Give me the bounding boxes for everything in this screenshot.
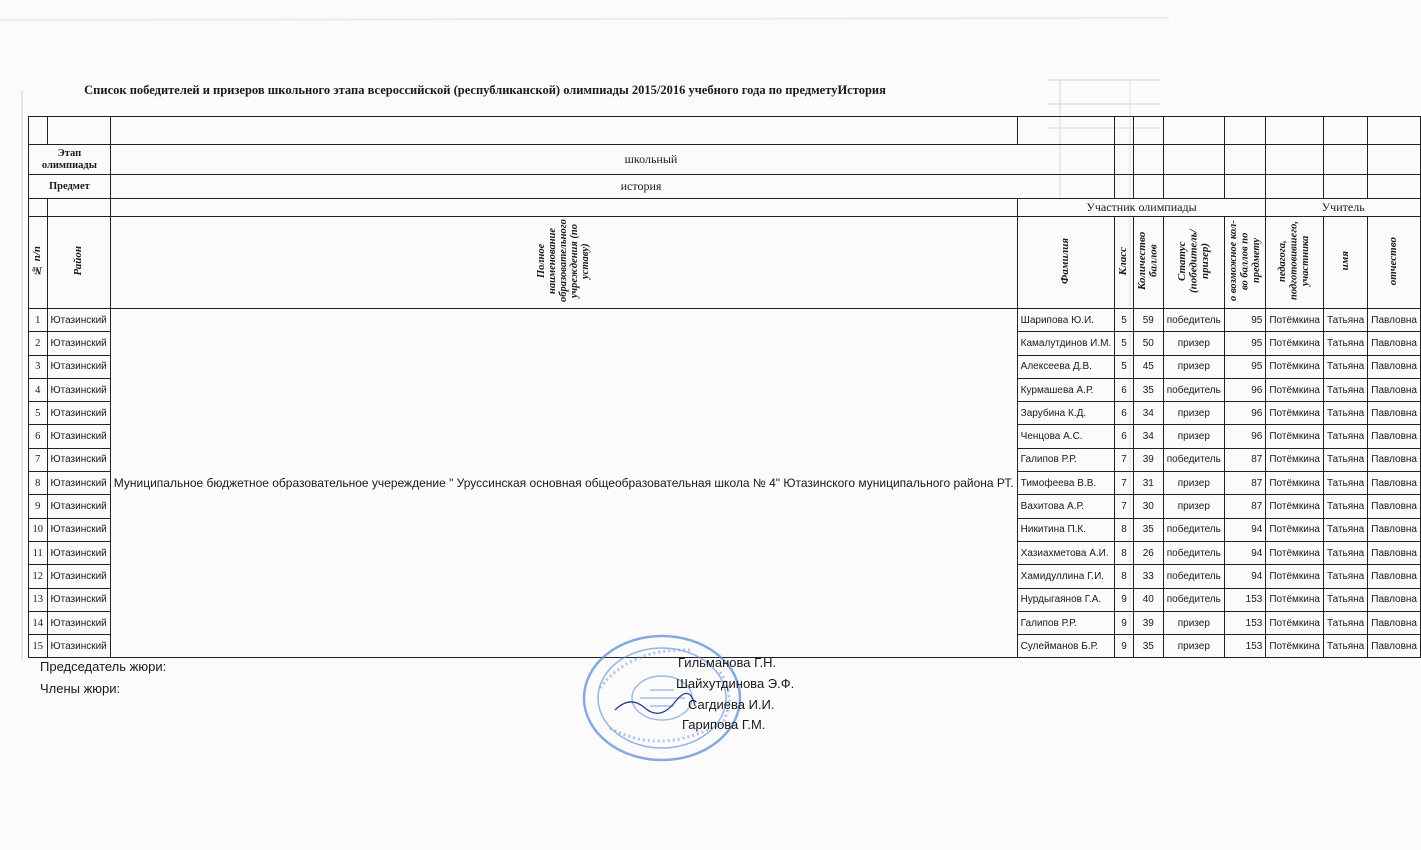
district-cell: Ютазинский (47, 309, 110, 332)
status-cell: призер (1163, 472, 1224, 495)
surname-cell: Камалутдинов И.М. (1017, 332, 1115, 355)
teacher-middle-name-cell: Павловна (1368, 588, 1421, 611)
signature (610, 690, 700, 720)
col-header-institution: Полное наименование образовательного учреждения (по уставу) (536, 219, 592, 303)
row-number: 7 (29, 448, 48, 471)
grade-cell: 6 (1115, 378, 1134, 401)
surname-cell: Вахитова А.Р. (1017, 495, 1115, 518)
teacher-middle-name-cell: Павловна (1368, 611, 1421, 634)
district-cell: Ютазинский (47, 588, 110, 611)
teacher-first-name-cell: Татьяна (1323, 309, 1367, 332)
district-cell: Ютазинский (47, 448, 110, 471)
max-score-cell: 153 (1224, 635, 1266, 658)
district-cell: Ютазинский (47, 565, 110, 588)
teacher-surname-cell: Потёмкина (1266, 588, 1324, 611)
row-number: 10 (29, 518, 48, 541)
jury-member-1: Шайхутдинова Э.Ф. (676, 676, 795, 691)
max-score-cell: 95 (1224, 355, 1266, 378)
teacher-surname-cell: Потёмкина (1266, 378, 1324, 401)
status-cell: победитель (1163, 378, 1224, 401)
score-cell: 39 (1133, 448, 1163, 471)
status-cell: победитель (1163, 518, 1224, 541)
teacher-middle-name-cell: Павловна (1368, 541, 1421, 564)
surname-cell: Шарипова Ю.И. (1017, 309, 1115, 332)
teacher-first-name-cell: Татьяна (1323, 565, 1367, 588)
grade-cell: 8 (1115, 518, 1134, 541)
max-score-cell: 96 (1224, 402, 1266, 425)
teacher-middle-name-cell: Павловна (1368, 635, 1421, 658)
surname-cell: Нурдыгаянов Г.А. (1017, 588, 1115, 611)
surname-cell: Тимофеева В.В. (1017, 472, 1115, 495)
jury-chair-name: Гильманова Г.Н. (678, 655, 777, 670)
col-header-surname: Фамилия (1059, 238, 1072, 284)
score-cell: 30 (1133, 495, 1163, 518)
score-cell: 34 (1133, 402, 1163, 425)
district-cell: Ютазинский (47, 332, 110, 355)
district-cell: Ютазинский (47, 402, 110, 425)
teacher-first-name-cell: Татьяна (1323, 472, 1367, 495)
grade-cell: 9 (1115, 588, 1134, 611)
district-cell: Ютазинский (47, 611, 110, 634)
status-cell: победитель (1163, 588, 1224, 611)
teacher-first-name-cell: Татьяна (1323, 518, 1367, 541)
teacher-surname-cell: Потёмкина (1266, 541, 1324, 564)
row-number: 1 (29, 309, 48, 332)
grade-cell: 6 (1115, 402, 1134, 425)
institution-cell: Муниципальное бюджетное образовательное учереждение " Уруссинская основная общеобразовательная школа № 4" Ютазинского муниципального района РТ. (110, 309, 1017, 658)
subject-value: история (110, 175, 1114, 199)
teacher-first-name-cell: Татьяна (1323, 425, 1367, 448)
district-cell: Ютазинский (47, 355, 110, 378)
score-cell: 31 (1133, 472, 1163, 495)
teacher-first-name-cell: Татьяна (1323, 495, 1367, 518)
grade-cell: 9 (1115, 611, 1134, 634)
surname-cell: Хамидуллина Г.И. (1017, 565, 1115, 588)
teacher-middle-name-cell: Павловна (1368, 309, 1421, 332)
surname-cell: Зарубина К.Д. (1017, 402, 1115, 425)
row-number: 5 (29, 402, 48, 425)
status-cell: победитель (1163, 309, 1224, 332)
max-score-cell: 87 (1224, 495, 1266, 518)
teacher-first-name-cell: Татьяна (1323, 611, 1367, 634)
teacher-middle-name-cell: Павловна (1368, 378, 1421, 401)
status-cell: призер (1163, 332, 1224, 355)
row-number: 9 (29, 495, 48, 518)
row-number: 6 (29, 425, 48, 448)
column-header-row (29, 217, 1421, 309)
grade-cell: 5 (1115, 355, 1134, 378)
status-cell: победитель (1163, 541, 1224, 564)
teacher-first-name-cell: Татьяна (1323, 378, 1367, 401)
grade-cell: 7 (1115, 495, 1134, 518)
row-number: 14 (29, 611, 48, 634)
jury-chair-label: Председатель жюри: (40, 659, 167, 674)
max-score-cell: 153 (1224, 588, 1266, 611)
teacher-first-name-cell: Татьяна (1323, 332, 1367, 355)
score-cell: 35 (1133, 378, 1163, 401)
score-cell: 33 (1133, 565, 1163, 588)
col-header-number: № п/п (31, 245, 43, 277)
teacher-first-name-cell: Татьяна (1323, 541, 1367, 564)
stage-row (29, 145, 1421, 175)
teacher-surname-cell: Потёмкина (1266, 565, 1324, 588)
teacher-middle-name-cell: Павловна (1368, 402, 1421, 425)
teacher-surname-cell: Потёмкина (1266, 448, 1324, 471)
score-cell: 45 (1133, 355, 1163, 378)
max-score-cell: 94 (1224, 518, 1266, 541)
score-cell: 59 (1133, 309, 1163, 332)
max-score-cell: 95 (1224, 309, 1266, 332)
max-score-cell: 94 (1224, 565, 1266, 588)
teacher-surname-cell: Потёмкина (1266, 402, 1324, 425)
col-header-district: Район (71, 246, 84, 276)
row-number: 11 (29, 541, 48, 564)
grade-cell: 8 (1115, 541, 1134, 564)
district-cell: Ютазинский (47, 635, 110, 658)
status-cell: победитель (1163, 448, 1224, 471)
page-title: Список победителей и призеров школьного этапа всероссийской (республиканской) олимпиады 2015/2016 учебного года по предметуИстория (84, 83, 886, 97)
teacher-middle-name-cell: Павловна (1368, 518, 1421, 541)
surname-cell: Ченцова А.С. (1017, 425, 1115, 448)
table-body (29, 309, 1421, 658)
subject-label: Предмет (29, 175, 111, 199)
teacher-middle-name-cell: Павловна (1368, 332, 1421, 355)
stage-label: Этап олимпиады (29, 145, 111, 175)
row-number: 4 (29, 378, 48, 401)
teacher-surname-cell: Потёмкина (1266, 355, 1324, 378)
teacher-surname-cell: Потёмкина (1266, 635, 1324, 658)
jury-member-3: Гарипова Г.М. (682, 717, 766, 732)
status-cell: победитель (1163, 565, 1224, 588)
row-number: 13 (29, 588, 48, 611)
max-score-cell: 87 (1224, 448, 1266, 471)
grade-cell: 9 (1115, 635, 1134, 658)
score-cell: 35 (1133, 518, 1163, 541)
surname-cell: Алексеева Д.В. (1017, 355, 1115, 378)
district-cell: Ютазинский (47, 425, 110, 448)
jury-members-label: Члены жюри: (40, 681, 121, 696)
surname-cell: Курмашева А.Р. (1017, 378, 1115, 401)
score-cell: 34 (1133, 425, 1163, 448)
max-score-cell: 95 (1224, 332, 1266, 355)
teacher-middle-name-cell: Павловна (1368, 495, 1421, 518)
teacher-first-name-cell: Татьяна (1323, 635, 1367, 658)
jury-member-2: Сагдиева И.И. (688, 697, 775, 712)
winners-table (28, 116, 1421, 658)
score-cell: 26 (1133, 541, 1163, 564)
teacher-surname-cell: Потёмкина (1266, 309, 1324, 332)
col-header-teacher-first-name: имя (1338, 251, 1351, 271)
surname-cell: Никитина П.К. (1017, 518, 1115, 541)
surname-cell: Галипов Р.Р. (1017, 448, 1115, 471)
teacher-surname-cell: Потёмкина (1266, 495, 1324, 518)
col-header-teacher-surname: педагога, подготовившего, участника (1277, 221, 1312, 301)
max-score-cell: 94 (1224, 541, 1266, 564)
col-header-teacher-middle-name: отчество (1387, 236, 1400, 286)
surname-cell: Галипов Р.Р. (1017, 611, 1115, 634)
teacher-surname-cell: Потёмкина (1266, 518, 1324, 541)
score-cell: 35 (1133, 635, 1163, 658)
empty-row (29, 117, 1421, 145)
row-number: 12 (29, 565, 48, 588)
group-header-row (29, 199, 1421, 217)
teacher-middle-name-cell: Павловна (1368, 472, 1421, 495)
district-cell: Ютазинский (47, 518, 110, 541)
row-number: 15 (29, 635, 48, 658)
grade-cell: 7 (1115, 472, 1134, 495)
subject-row (29, 175, 1421, 199)
status-cell: призер (1163, 355, 1224, 378)
district-cell: Ютазинский (47, 495, 110, 518)
surname-cell: Сулейманов Б.Р. (1017, 635, 1115, 658)
col-header-max-score: о возможное кол-во баллов по предмету (1227, 220, 1262, 302)
grade-cell: 7 (1115, 448, 1134, 471)
status-cell: призер (1163, 611, 1224, 634)
max-score-cell: 87 (1224, 472, 1266, 495)
grade-cell: 5 (1115, 332, 1134, 355)
participant-group-header: Участник олимпиады (1017, 199, 1266, 217)
table-row (29, 309, 1421, 332)
teacher-middle-name-cell: Павловна (1368, 565, 1421, 588)
row-number: 2 (29, 332, 48, 355)
teacher-first-name-cell: Татьяна (1323, 448, 1367, 471)
teacher-first-name-cell: Татьяна (1323, 588, 1367, 611)
teacher-middle-name-cell: Павловна (1368, 448, 1421, 471)
status-cell: призер (1163, 635, 1224, 658)
grade-cell: 8 (1115, 565, 1134, 588)
district-cell: Ютазинский (47, 541, 110, 564)
score-cell: 40 (1133, 588, 1163, 611)
teacher-middle-name-cell: Павловна (1368, 355, 1421, 378)
teacher-first-name-cell: Татьяна (1323, 402, 1367, 425)
surname-cell: Хазиахметова А.И. (1017, 541, 1115, 564)
col-header-grade: Класс (1117, 246, 1130, 276)
max-score-cell: 96 (1224, 425, 1266, 448)
stage-value: школьный (110, 145, 1114, 175)
grade-cell: 6 (1115, 425, 1134, 448)
status-cell: призер (1163, 495, 1224, 518)
teacher-middle-name-cell: Павловна (1368, 425, 1421, 448)
district-cell: Ютазинский (47, 472, 110, 495)
teacher-group-header: Учитель (1266, 199, 1421, 217)
col-header-status: Статус (победитель/ призер) (1175, 229, 1211, 293)
col-header-score: Количество баллов (1135, 231, 1160, 291)
teacher-first-name-cell: Татьяна (1323, 355, 1367, 378)
teacher-surname-cell: Потёмкина (1266, 611, 1324, 634)
row-number: 8 (29, 472, 48, 495)
status-cell: призер (1163, 425, 1224, 448)
teacher-surname-cell: Потёмкина (1266, 332, 1324, 355)
row-number: 3 (29, 355, 48, 378)
grade-cell: 5 (1115, 309, 1134, 332)
teacher-surname-cell: Потёмкина (1266, 472, 1324, 495)
max-score-cell: 96 (1224, 378, 1266, 401)
max-score-cell: 153 (1224, 611, 1266, 634)
district-cell: Ютазинский (47, 378, 110, 401)
status-cell: призер (1163, 402, 1224, 425)
score-cell: 50 (1133, 332, 1163, 355)
score-cell: 39 (1133, 611, 1163, 634)
teacher-surname-cell: Потёмкина (1266, 425, 1324, 448)
